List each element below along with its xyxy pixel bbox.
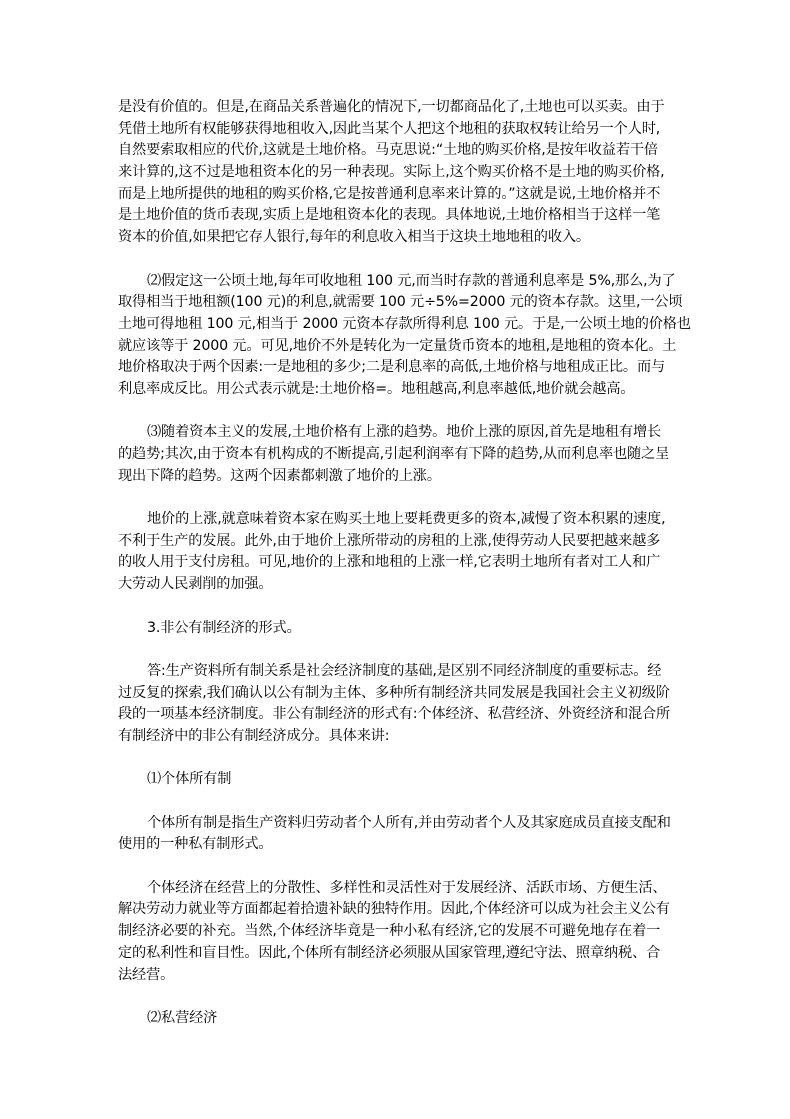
subheading: ⑴个体所有制: [147, 771, 232, 788]
text-line: 地价格取决于两个因素:一是地租的多少;二是利息率的高低,土地价格与地租成正比。而与: [118, 359, 666, 376]
text-line: 过反复的探索,我们确认以公有制为主体、多种所有制经济共同发展是我国社会主义初级阶: [118, 684, 670, 701]
text-line: 是土地价值的货币表现,实质上是地租资本化的表现。具体地说,土地价格相当于这样一笔: [118, 207, 661, 224]
text-line: 地价的上涨,就意味着资本家在购买土地上要耗费更多的资本,减慢了资本积累的速度,: [147, 511, 666, 528]
text-line: 个体经济在经营上的分散性、多样性和灵活性对于发展经济、活跃市场、方便生活、: [147, 879, 667, 896]
text-line: 取得相当于地租额(100 元)的利息,就需要 100 元÷5%=2000 元的资本存款。这里,一公顷: [118, 294, 683, 311]
paragraph-example-calculation: [118, 271, 691, 401]
paragraph-individual-role: [118, 878, 678, 986]
text-line: 现出下降的趋势。这两个因素都刺激了地价的上涨。: [118, 467, 441, 484]
paragraph-rising-trend: [118, 422, 678, 487]
text-line: 解决劳动力就业等方面都起着拾遗补缺的独特作用。因此,个体经济可以成为社会主义公有: [118, 901, 670, 918]
text-line: 制经济必要的补充。当然,个体经济毕竟是一种小私有经济,它的发展不可避免地存在着一: [118, 923, 661, 940]
text-line: 自然要索取相应的代价,这就是土地价格。马克思说:“土地的购买价格,是按年收益若干倍: [118, 142, 658, 159]
text-line: 而是上地所提供的地租的购买价格,它是按普通利息率来计算的。”这就是说,土地价格并不: [118, 185, 661, 202]
text-line: ⑶随着资本主义的发展,土地价格有上涨的趋势。地价上涨的原因,首先是地租有增长: [147, 424, 662, 441]
text-line: 凭借土地所有权能够获得地租收入,因此当某个人把这个地租的获取权转让给另一个人时,: [118, 120, 661, 137]
text-line: 使用的一种私有制形式。: [118, 836, 273, 853]
text-line: 个体所有制是指生产资料归劳动者个人所有,并由劳动者个人及其家庭成员直接支配和: [147, 814, 671, 831]
text-line: 就应该等于 2000 元。可见,地价不外是转化为一定量货币资本的地租,是地租的资本化。土: [118, 337, 677, 354]
text-line: 不利于生产的发展。此外,由于地价上涨所带动的房租的上涨,使得劳动人民要把越来越多: [118, 532, 661, 549]
text-line: 土地可得地租 100 元,相当于 2000 元资本存款所得利息 100 元。于是,一公顷土地的价格也: [118, 315, 691, 332]
text-line: 法经营。: [118, 966, 175, 983]
subheading-individual-ownership: [118, 769, 678, 791]
text-line: 是没有价值的。但是,在商品关系普遍化的情况下,一切都商品化了,土地也可以买卖。由于: [118, 99, 665, 115]
text-line: 的趋势;其次,由于资本有机构成的不断提高,引起利润率有下降的趋势,从而利息率也随之呈: [118, 446, 670, 462]
text-line: ⑵假定这一公顷土地,每年可收地租 100 元,而当时存款的普通利息率是 5%,那么,为了: [147, 272, 676, 289]
text-line: 来计算的,这不过是地租资本化的另一种表现。实际上,这个购买价格不是土地的购买价格,: [118, 164, 665, 181]
text-line: 大劳动人民剥削的加强。: [118, 576, 273, 593]
text-line: 有制经济中的非公有制经济成分。具体来讲:: [118, 727, 390, 744]
subheading-private-economy: [118, 1008, 678, 1030]
section-heading: 3.非公有制经济的形式。: [147, 619, 301, 636]
section-heading-non-public-economy: [118, 618, 678, 640]
document-page: [118, 97, 691, 1051]
text-line: 段的一项基本经济制度。非公有制经济的形式有:个体经济、私营经济、外资经济和混合所: [118, 706, 671, 723]
text-line: 的收人用于支付房租。可见,地价的上涨和地租的上涨一样,它表明土地所有者对工人和广: [118, 554, 661, 571]
paragraph-land-price-definition: [118, 97, 678, 249]
paragraph-individual-definition: [118, 813, 678, 856]
text-line: 利息率成反比。用公式表示就是:土地价格=。地租越高,利息率越低,地价就会越高。: [118, 380, 635, 397]
paragraph-rising-effects: [118, 509, 678, 596]
text-line: 定的私利性和盲目性。因此,个体所有制经济必须服从国家管理,遵纪守法、照章纳税、合: [118, 944, 661, 961]
text-line: 资本的价值,如果把它存人银行,每年的利息收入相当于这块土地地租的收入。: [118, 229, 590, 246]
paragraph-answer-intro: [118, 661, 678, 748]
subheading: ⑵私营经济: [147, 1009, 218, 1026]
text-line: 答:生产资料所有制关系是社会经济制度的基础,是区别不同经济制度的重要标志。经: [147, 662, 662, 679]
